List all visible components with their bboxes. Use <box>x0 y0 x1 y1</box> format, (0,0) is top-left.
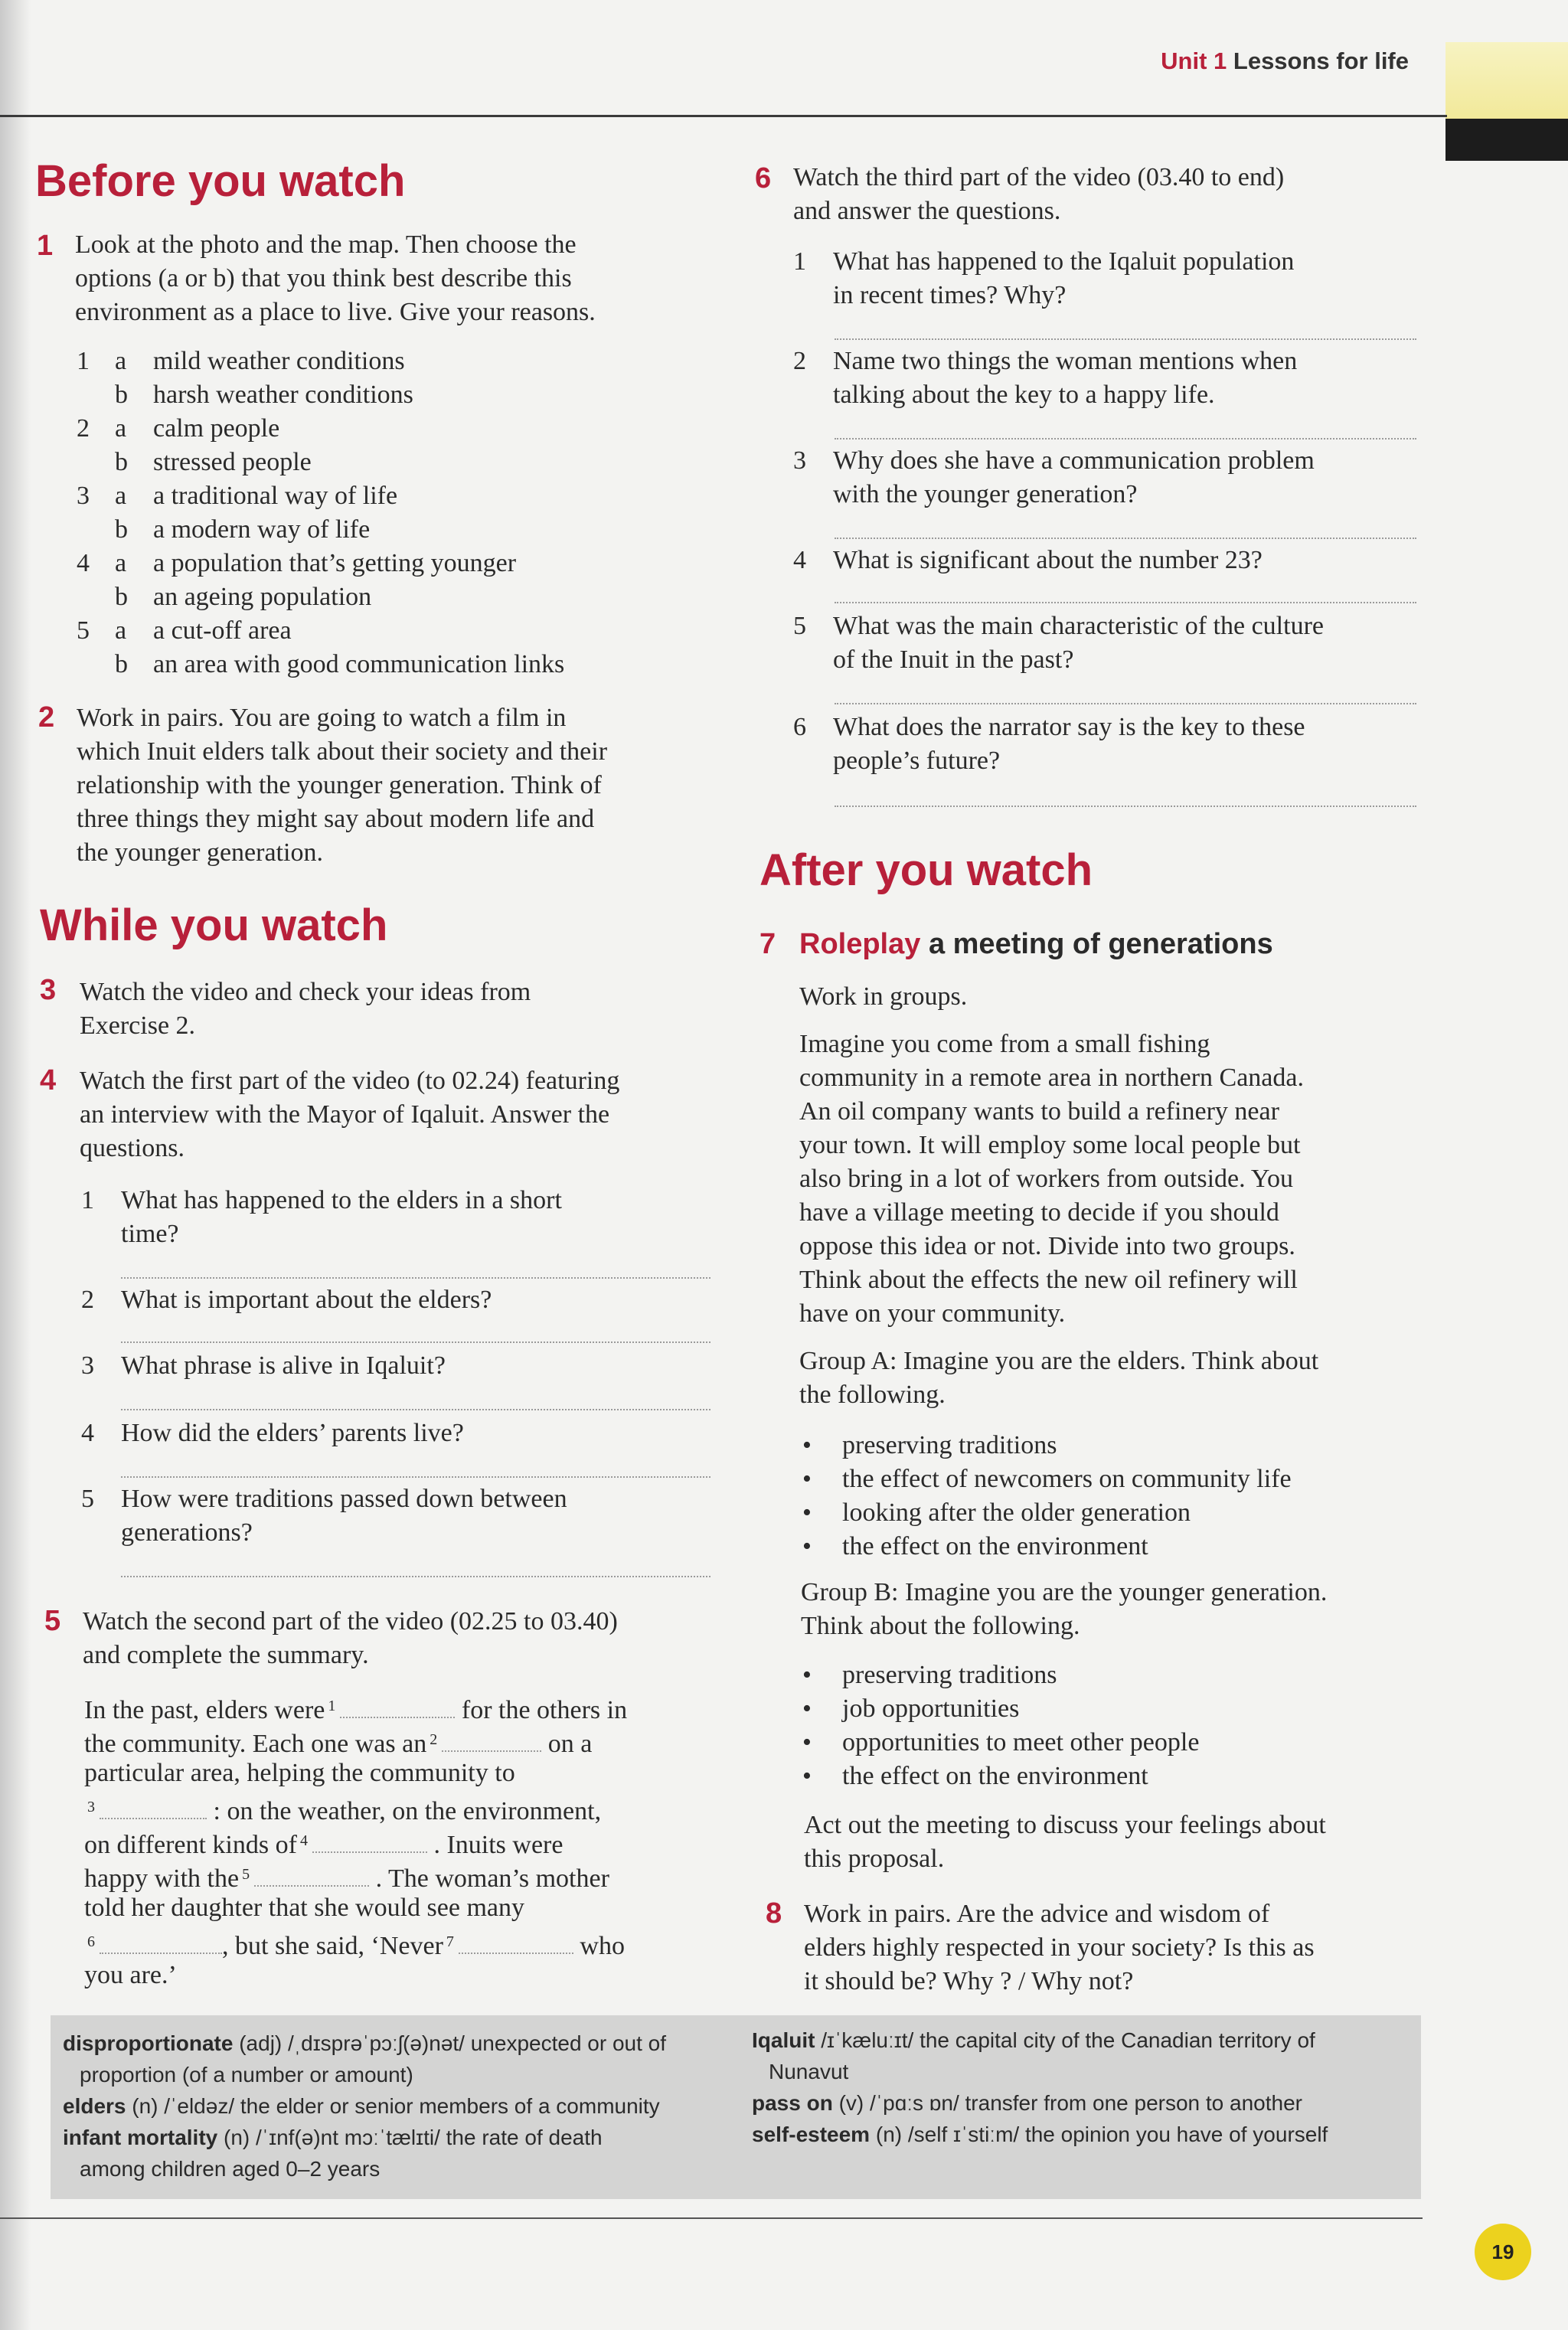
answer-line[interactable] <box>835 438 1416 440</box>
text-line: people’s future? <box>833 747 1001 775</box>
option-letter: b <box>115 448 128 476</box>
text-line: oppose this idea or not. Divide into two groups. <box>799 1232 1295 1260</box>
glossary-entry <box>63 2122 752 2185</box>
glossary-box <box>51 2015 1421 2199</box>
glossary-word: self-esteem <box>752 2122 871 2146</box>
exercise-6-number: 6 <box>755 162 772 194</box>
glossary-word: elders <box>63 2094 126 2118</box>
group-a-instruction <box>799 1345 1442 1412</box>
glossary-word: infant mortality <box>63 2126 218 2149</box>
text-line: your town. It will employ some local people but <box>799 1131 1301 1159</box>
summary-text: you are.’ <box>84 1961 177 1989</box>
summary-line <box>84 1824 563 1862</box>
exercise-1-instruction <box>75 228 733 329</box>
text-line: What has happened to the elders in a short <box>121 1186 562 1214</box>
gap-3-blank[interactable] <box>100 1798 207 1819</box>
summary-line <box>84 1858 609 1896</box>
bullet-text: opportunities to meet other people <box>842 1728 1200 1756</box>
text-line: What was the main characteristic of the culture <box>833 612 1324 640</box>
heading-after-you-watch: After you watch <box>760 845 1093 895</box>
option-text: a population that’s getting younger <box>153 549 517 577</box>
roleplay-scenario <box>799 1028 1442 1331</box>
option-text: mild weather conditions <box>153 347 405 375</box>
text-line: Watch the second part of the video (02.25 to 03.40) <box>83 1607 618 1636</box>
text-line: What has happened to the Iqaluit population <box>833 247 1295 276</box>
page-number-badge: 19 <box>1475 2224 1531 2280</box>
summary-line <box>84 1790 601 1828</box>
text-line: Act out the meeting to discuss your feelings about <box>804 1811 1326 1839</box>
option-letter: a <box>115 616 127 645</box>
answer-line[interactable] <box>121 1341 710 1343</box>
option-number: 2 <box>77 414 90 443</box>
option-text: calm people <box>153 414 280 443</box>
gap-number: 6 <box>87 1933 95 1950</box>
question-text <box>833 711 1305 778</box>
question-number: 5 <box>81 1485 94 1513</box>
question-number: 6 <box>793 713 806 741</box>
answer-line[interactable] <box>121 1277 710 1279</box>
text-line: Exercise 2. <box>80 1011 196 1040</box>
glossary-definition-cont: proportion (of a number or amount) <box>80 2063 413 2087</box>
page-gutter-shadow <box>0 0 31 2330</box>
text-line: Work in pairs. Are the advice and wisdom of <box>804 1900 1270 1928</box>
gap-number: 4 <box>299 1832 308 1849</box>
summary-text: . Inuits were <box>433 1831 564 1859</box>
answer-line[interactable] <box>835 538 1416 539</box>
option-letter: b <box>115 381 128 409</box>
gap-6-blank[interactable] <box>100 1933 222 1954</box>
glossary-word: pass on <box>752 2091 833 2115</box>
question-text <box>833 609 1324 677</box>
summary-text: who <box>580 1932 625 1960</box>
text-line: Work in pairs. You are going to watch a film in <box>77 704 567 732</box>
summary-line <box>84 1925 625 1963</box>
exercise-2-number: 2 <box>38 701 55 734</box>
option-text: stressed people <box>153 448 312 476</box>
exercise-5-summary <box>84 1689 743 1995</box>
exercise-7-number: 7 <box>760 928 776 960</box>
answer-line[interactable] <box>121 1409 710 1410</box>
option-letter: a <box>115 549 127 577</box>
text-line: three things they might say about modern life and <box>77 805 595 833</box>
gap-number: 3 <box>87 1799 95 1815</box>
bullet-text: the effect on the environment <box>842 1762 1148 1790</box>
text-line: How were traditions passed down between <box>121 1485 567 1513</box>
glossary-definition: (v) /ˈpɑːs ɒn/ transfer from one person to another <box>832 2091 1302 2115</box>
option-number: 3 <box>77 482 90 510</box>
summary-text: the community. Each one was an <box>84 1730 427 1758</box>
bullet-text: job opportunities <box>842 1694 1020 1723</box>
summary-text: on a <box>547 1730 593 1758</box>
bullet-icon: • <box>802 1532 812 1560</box>
question-text: What is significant about the number 23? <box>833 546 1263 574</box>
bullet-icon: • <box>802 1728 812 1756</box>
unit-label: Unit 1 <box>1161 47 1227 74</box>
question-number: 4 <box>793 546 806 574</box>
footer-rule <box>0 2217 1423 2219</box>
text-line: have on your community. <box>799 1299 1066 1328</box>
option-text: a modern way of life <box>153 515 371 544</box>
glossary-word: Iqaluit <box>752 2028 815 2052</box>
text-line: generations? <box>121 1518 253 1547</box>
text-line: an interview with the Mayor of Iqaluit. Answer the <box>80 1100 610 1129</box>
bullet-icon: • <box>802 1465 812 1493</box>
glossary-entry <box>752 2119 1410 2150</box>
summary-text: , but she said, ‘Never <box>222 1932 443 1960</box>
glossary-definition: (n) /ˈeldəz/ the elder or senior members of a community <box>126 2094 660 2118</box>
roleplay-label: Roleplay <box>799 928 921 960</box>
text-line: which Inuit elders talk about their society and their <box>77 737 608 766</box>
answer-line[interactable] <box>121 1476 710 1478</box>
option-text: a traditional way of life <box>153 482 398 510</box>
text-line: Watch the third part of the video (03.40 to end) <box>793 163 1285 191</box>
text-line: Why does she have a communication problem <box>833 446 1315 475</box>
corner-tab-yellow <box>1446 42 1568 119</box>
heading-before-you-watch: Before you watch <box>35 156 406 206</box>
option-text: an ageing population <box>153 583 372 611</box>
text-line: Name two things the woman mentions when <box>833 347 1298 375</box>
text-line: Group A: Imagine you are the elders. Think about <box>799 1347 1319 1375</box>
option-text: harsh weather conditions <box>153 381 413 409</box>
text-line: talking about the key to a happy life. <box>833 381 1215 409</box>
text-line: What does the narrator say is the key to these <box>833 713 1305 741</box>
text-line: elders highly respected in your society? Is this as <box>804 1933 1315 1962</box>
gap-1-blank[interactable] <box>340 1697 455 1718</box>
summary-line <box>84 1723 592 1761</box>
bullet-icon: • <box>802 1431 812 1459</box>
gap-number: 7 <box>446 1933 454 1950</box>
gap-number: 1 <box>328 1698 336 1714</box>
question-text <box>121 1184 562 1251</box>
bullet-icon: • <box>802 1498 812 1527</box>
bullet-text: the effect of newcomers on community life <box>842 1465 1292 1493</box>
text-line: the younger generation. <box>77 838 323 867</box>
text-line: Watch the first part of the video (to 02.24) featuring <box>80 1067 620 1095</box>
summary-text: : on the weather, on the environment, <box>213 1797 602 1825</box>
text-line: it should be? Why ? / Why not? <box>804 1967 1134 1995</box>
text-line: time? <box>121 1220 179 1248</box>
glossary-definition-cont: Nunavut <box>769 2060 849 2083</box>
question-text <box>833 245 1294 312</box>
option-text: a cut-off area <box>153 616 292 645</box>
summary-text: told her daughter that she would see many <box>84 1894 525 1922</box>
option-letter: b <box>115 650 128 678</box>
question-text <box>121 1482 567 1550</box>
glossary-definition: (adj) /ˌdɪsprəˈpɔːʃ(ə)nət/ unexpected or out of <box>233 2031 667 2055</box>
exercise-5-number: 5 <box>44 1605 61 1637</box>
exercise-3-number: 3 <box>40 974 57 1006</box>
exercise-8-instruction <box>804 1897 1462 1998</box>
question-text: What is important about the elders? <box>121 1286 492 1314</box>
question-text: What phrase is alive in Iqaluit? <box>121 1351 446 1380</box>
text-line: Imagine you come from a small fishing <box>799 1030 1210 1058</box>
gap-2-blank[interactable] <box>442 1730 541 1752</box>
summary-text: on different kinds of <box>84 1831 297 1859</box>
glossary-definition: /ɪˈkæluːɪt/ the capital city of the Canadian territory of <box>815 2028 1315 2052</box>
text-line: the following. <box>799 1381 946 1409</box>
text-line: in recent times? Why? <box>833 281 1067 309</box>
summary-line <box>84 1891 524 1925</box>
bullet-text: preserving traditions <box>842 1431 1057 1459</box>
exercise-1-number: 1 <box>37 230 54 262</box>
summary-text: In the past, elders were <box>84 1696 325 1724</box>
text-line: and answer the questions. <box>793 197 1061 225</box>
glossary-definition: (n) /self ɪˈstiːm/ the opinion you have of yourself <box>870 2122 1328 2146</box>
question-number: 2 <box>793 347 806 375</box>
bullet-text: looking after the older generation <box>842 1498 1191 1527</box>
gap-7-blank[interactable] <box>459 1933 573 1954</box>
glossary-word: disproportionate <box>63 2031 234 2055</box>
answer-line[interactable] <box>835 806 1416 807</box>
roleplay-heading: a meeting of generations <box>928 928 1273 960</box>
text-line: have a village meeting to decide if you should <box>799 1198 1279 1227</box>
question-number: 1 <box>793 247 806 276</box>
exercise-4-number: 4 <box>40 1064 57 1096</box>
text-line: questions. <box>80 1134 185 1162</box>
bullet-icon: • <box>802 1762 812 1790</box>
exercise-4-instruction <box>80 1064 753 1165</box>
answer-line[interactable] <box>835 703 1416 704</box>
answer-line[interactable] <box>835 602 1416 603</box>
question-text <box>833 345 1297 412</box>
glossary-entry <box>752 2024 1410 2087</box>
answer-line[interactable] <box>835 338 1416 340</box>
option-letter: a <box>115 347 127 375</box>
option-letter: b <box>115 583 128 611</box>
question-text: How did the elders’ parents live? <box>121 1419 464 1447</box>
summary-text: happy with the <box>84 1864 240 1893</box>
question-number: 5 <box>793 612 806 640</box>
gap-4-blank[interactable] <box>312 1832 427 1853</box>
glossary-entry <box>63 2090 752 2122</box>
gap-number: 2 <box>430 1731 438 1748</box>
act-out-instruction <box>804 1809 1462 1876</box>
text-line: with the younger generation? <box>833 480 1138 508</box>
summary-text: for the others in <box>461 1696 628 1724</box>
corner-tab-black <box>1446 119 1568 161</box>
unit-header <box>1072 47 1409 75</box>
header-rule <box>0 115 1447 117</box>
exercise-3-instruction <box>80 975 738 1043</box>
option-number: 4 <box>77 549 90 577</box>
unit-title: Lessons for life <box>1233 47 1409 74</box>
roleplay-title <box>799 930 1273 959</box>
bullet-icon: • <box>802 1694 812 1723</box>
exercise-6-instruction <box>793 161 1452 228</box>
glossary-definition: (n) /ˈɪnf(ə)nt mɔːˈtælɪti/ the rate of death <box>217 2126 603 2149</box>
question-number: 1 <box>81 1186 94 1214</box>
question-number: 4 <box>81 1419 94 1447</box>
text-line: also bring in a lot of workers from outside. You <box>799 1165 1294 1193</box>
text-line: environment as a place to live. Give your reasons. <box>75 298 596 326</box>
text-line: Watch the video and check your ideas from <box>80 978 531 1006</box>
summary-line <box>84 1756 515 1790</box>
option-letter: b <box>115 515 128 544</box>
group-b-instruction <box>801 1576 1459 1643</box>
text-line: Think about the effects the new oil refinery will <box>799 1266 1298 1294</box>
text-line: community in a remote area in northern Canada. <box>799 1064 1304 1092</box>
text-line: An oil company wants to build a refinery near <box>799 1097 1279 1126</box>
summary-line <box>84 1689 627 1727</box>
exercise-5-instruction <box>83 1605 741 1672</box>
exercise-2-instruction <box>77 701 735 870</box>
text-line: Work in groups. <box>799 982 968 1011</box>
option-letter: a <box>115 414 127 443</box>
work-in-groups-text <box>799 980 1442 1014</box>
glossary-entry <box>63 2028 752 2090</box>
text-line: relationship with the younger generation. Think of <box>77 771 602 799</box>
glossary-entry <box>752 2087 1410 2119</box>
question-number: 3 <box>793 446 806 475</box>
question-text <box>833 444 1315 511</box>
question-number: 2 <box>81 1286 94 1314</box>
exercise-8-number: 8 <box>766 1897 782 1930</box>
glossary-definition-cont: among children aged 0–2 years <box>80 2157 381 2181</box>
bullet-text: preserving traditions <box>842 1661 1057 1689</box>
bullet-icon: • <box>802 1661 812 1689</box>
text-line: of the Inuit in the past? <box>833 645 1074 674</box>
text-line: and complete the summary. <box>83 1641 369 1669</box>
option-letter: a <box>115 482 127 510</box>
text-line: options (a or b) that you think best describe this <box>75 264 572 292</box>
option-number: 1 <box>77 347 90 375</box>
text-line: Group B: Imagine you are the younger generation. <box>801 1578 1328 1606</box>
heading-while-you-watch: While you watch <box>40 900 388 950</box>
question-number: 3 <box>81 1351 94 1380</box>
option-number: 5 <box>77 616 90 645</box>
gap-number: 5 <box>242 1866 250 1883</box>
bullet-text: the effect on the environment <box>842 1532 1148 1560</box>
summary-text: . The woman’s mother <box>375 1864 609 1893</box>
gap-5-blank[interactable] <box>254 1865 369 1887</box>
text-line: Look at the photo and the map. Then choose the <box>75 230 577 259</box>
answer-line[interactable] <box>121 1576 710 1577</box>
text-line: this proposal. <box>804 1845 945 1873</box>
option-text: an area with good communication links <box>153 650 565 678</box>
summary-line <box>84 1959 177 1992</box>
summary-text: particular area, helping the community to <box>84 1759 515 1787</box>
text-line: Think about the following. <box>801 1612 1080 1640</box>
